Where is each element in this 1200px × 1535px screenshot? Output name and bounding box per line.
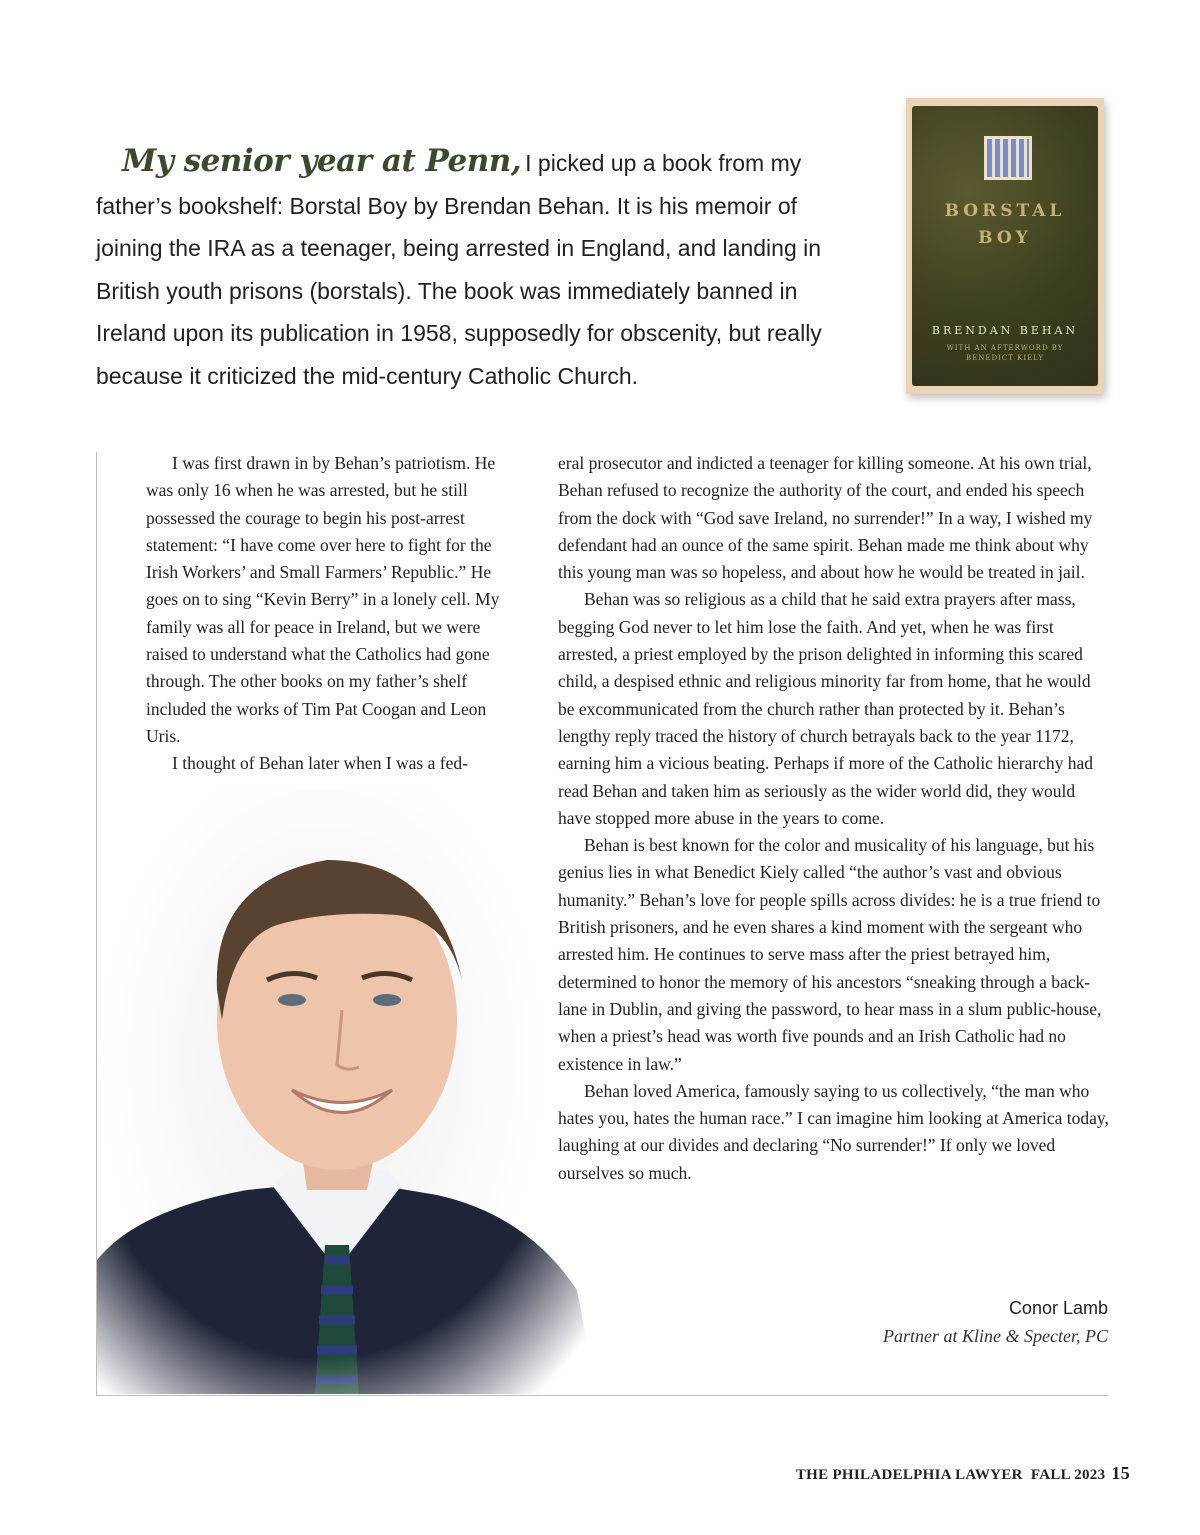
intro-lead: My senior year at Penn, [122,143,522,179]
page-footer [796,1463,1130,1484]
publication-name: THE PHILADELPHIA LAWYER [795,1467,1023,1483]
body-paragraph: I thought of Behan later when I was a fed- [172,753,468,774]
page-number: 15 [1111,1463,1130,1483]
bottom-rule [96,1395,1108,1396]
intro-paragraph [96,140,856,397]
signature-block [883,1294,1108,1350]
body-paragraph: Behan is best known for the color and musicality of his language, but his genius lies in what Benedict Kiely called “the author’s vast and obvious humanity.” Behan’s love for people spills across divides: he is a true friend to British prisoners, and he even shares a kind moment with the sergeant who arrested him. He continues to serve mass after the priest betrayed him, determined to honor the memory of his ancestors “sneaking through a back-lane in Dublin, and giving the password, to hear mass in a slum public-house, when a priest’s head was worth five pounds and an Irish Catholic had no existence in law.” [558,835,1102,1074]
body-paragraph: Behan loved America, famously saying to us collectively, “the man who hates you, hates the human race.” I can imagine him looking at America today, laughing at our divides and declaring “No surrender!” If only we loved ourselves so much. [558,1080,1109,1183]
author-portrait [97,790,597,1394]
book-cover-art [912,106,1098,386]
prison-window-icon [984,136,1032,180]
body-paragraph: I was first drawn in by Behan’s patriotism. He was only 16 when he was arrested, but he still possessed the courage to begin his post-arrest statement: “I have come over here to fight for the Irish Workers’ and Small Farmers’ Republic.” He goes on to sing “Kevin Berry” in a lonely cell. My family was all for peace in Ireland, but we were raised to understand what the Catholics had gone through. The other books on my father’s shelf included the works of Tim Pat Coogan and Leon Uris. [146,453,500,746]
book-title-line2: BOY [978,228,1032,248]
body-column-2 [558,450,1110,1187]
book-title-line1: BORSTAL [944,201,1066,221]
book-afterword: WITH AN AFTERWORD BY BENEDICT KIELY [946,344,1064,362]
body-column-1 [146,450,520,778]
book-cover-image [906,98,1104,394]
intro-text: I picked up a book from my father’s bookshelf: Borstal Boy by Brendan Behan. It is his memoir of joining the IRA as a teenager, being arrested in England, and landing in British youth prisons (borstals). The book was immediately banned in Ireland upon its publication in 1958, supposedly for obscenity, but really because it criticized the mid-century Catholic Church. [96,150,822,389]
portrait-illustration [97,790,597,1394]
body-paragraph: Behan was so religious as a child that he said extra prayers after mass, begging God never to let him lose the faith. And yet, when he was first arrested, a priest employed by the prison delighted in informing this scared child, a despised ethnic and religious minority far from home, that he would be excommunicated from the church rather than protected by it. Behan’s lengthy reply traced the history of church betrayals back to the year 1172, earning him a vicious beating. Perhaps if more of the Catholic hierarchy had read Behan and taken him as seriously as the wider world did, they would have stopped more abuse in the years to come. [558,589,1094,828]
author-name: Conor Lamb [1008,1298,1108,1318]
author-title: Partner at Kline & Specter, PC [883,1326,1108,1346]
body-paragraph: eral prosecutor and indicted a teenager for killing someone. At his own trial, Behan refused to recognize the authority of the court, and ended his speech from the dock with “God save Ireland, no surrender!” In a way, I wished my defendant had an ounce of the same spirit. Behan made me think about why this young man was so hopeless, and about how he would be treated in jail. [558,453,1093,583]
issue-label: FALL 2023 [1030,1467,1106,1483]
book-author: BRENDAN BEHAN [931,324,1079,337]
